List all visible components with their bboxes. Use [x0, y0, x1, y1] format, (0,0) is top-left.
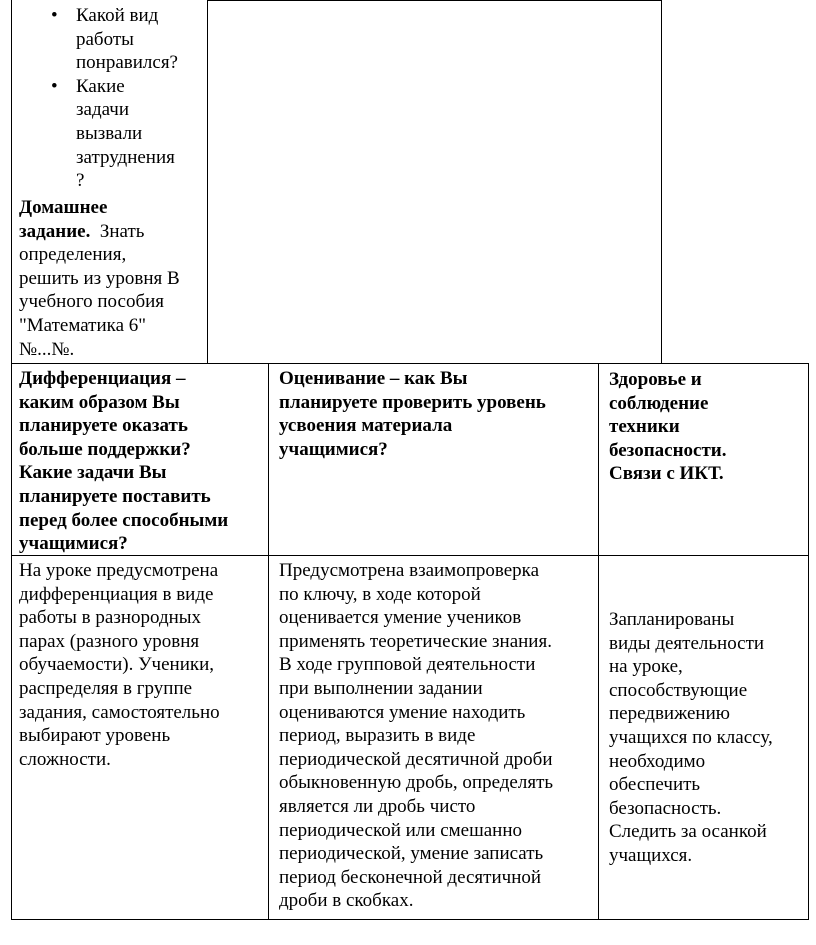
top-left-cell	[11, 0, 208, 364]
header-health: Здоровье и соблюдение техники безопасности. Связи с ИКТ.	[598, 363, 809, 556]
homework: Домашнее задание. Знать определения, решить из уровня В учебного пособия "Математика 6" №...№.	[19, 197, 180, 360]
content-health: Запланированы виды деятельности на уроке, способствующие передвижению учащихся по классу, необходимо обеспечить безопасность. Следить за осанкой учащихся.	[598, 555, 809, 920]
bullet-icon: •	[51, 75, 58, 97]
question-item: • Какие задачи вызвали затруднения ?	[51, 75, 175, 192]
header-assessment: Оценивание – как Вы планируете проверить уровень усвоения материала учащимися?	[268, 363, 599, 556]
header-differentiation: Дифференциация – каким образом Вы планируете оказать больше поддержки? Какие задачи Вы планируете поставить перед более способными учащимися?	[11, 363, 269, 556]
content-differentiation: На уроке предусмотрена дифференциация в виде работы в разнородных парах (разного уровня обучаемости). Ученики, распределяя в группе задания, самостоятельно выбирают уровень сложности.	[11, 555, 269, 920]
top-right-cell	[207, 0, 662, 364]
content-assessment: Предусмотрена взаимопроверка по ключу, в ходе которой оценивается умение учеников применять теоретические знания. В ходе групповой деятельности при выполнении задании оцениваются умение находить период, выразить в виде периодической десятичной дроби обыкновенную дробь, определять является ли дробь чисто периодической или смешанно периодической, умение записать период бесконечной десятичной дроби в скобках.	[268, 555, 599, 920]
question-item: • Какой вид работы понравился?	[51, 5, 178, 74]
bullet-icon: •	[51, 5, 58, 26]
reflection-questions	[12, 4, 209, 193]
